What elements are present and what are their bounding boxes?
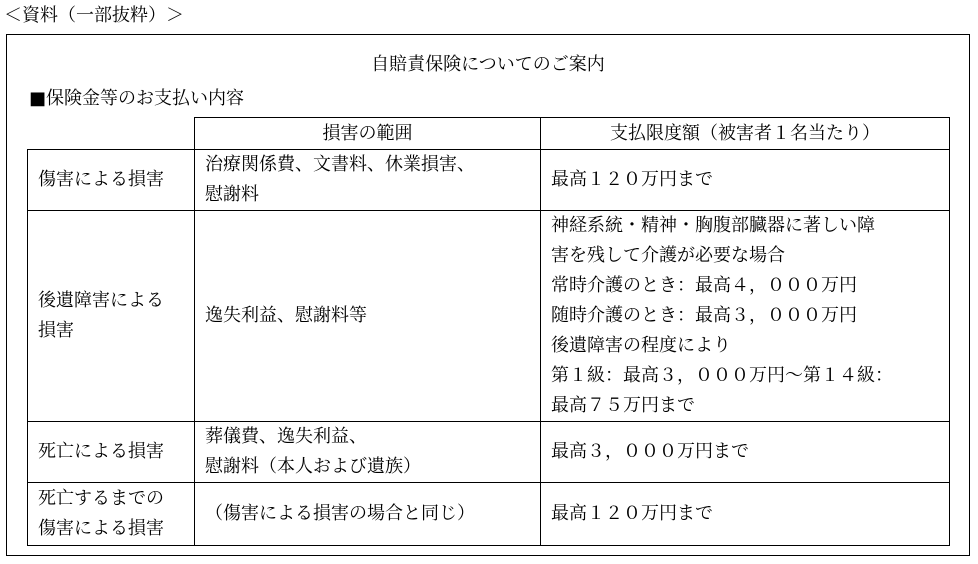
scope-text: 慰謝料 [205, 184, 259, 205]
category-text: 後遺障害による [38, 290, 164, 311]
document-title: 自賠責保険についてのご案内 [371, 54, 605, 75]
benefits-table [27, 117, 950, 546]
header-blank-cell [28, 118, 195, 150]
limit-text: 常時介護のとき：最高４，０００万円 [551, 275, 857, 296]
limit-text: 最高１２０万円まで [551, 169, 713, 190]
limit-text: 最高１２０万円まで [551, 503, 713, 524]
category-cell [28, 422, 195, 483]
category-text: 傷害による損害 [38, 169, 164, 190]
info-box [6, 34, 970, 556]
scope-text: 治療関係費、文書料、休業損害、 [205, 154, 475, 175]
scope-text: 葬儀費、逸失利益、 [205, 426, 367, 447]
category-text: 死亡による損害 [38, 441, 164, 462]
document-caption: ＜資料（一部抜粋）＞ [4, 5, 184, 26]
table-row [28, 483, 950, 546]
scope-text: 慰謝料（本人および遺族） [205, 456, 421, 477]
section-heading: ■保険金等のお支払い内容 [29, 88, 245, 109]
scope-cell [195, 483, 541, 546]
table-row [28, 150, 950, 211]
scope-cell [195, 150, 541, 211]
table-header-row [28, 118, 950, 150]
scope-cell [195, 211, 541, 422]
scope-cell [195, 422, 541, 483]
limit-text: 神経系統・精神・胸腹部臓器に著しい障 [551, 215, 875, 236]
category-text: 損害 [38, 320, 74, 341]
category-cell [28, 211, 195, 422]
limit-text: 第１級：最高３，０００万円～第１４級： [551, 365, 893, 386]
limit-cell [541, 422, 950, 483]
category-text: 傷害による損害 [38, 518, 164, 539]
category-text: 死亡するまでの [38, 488, 164, 509]
header-payment-limit: 支払限度額（被害者１名当たり） [541, 118, 950, 150]
table-row [28, 211, 950, 422]
table-row [28, 422, 950, 483]
limit-text: 後遺障害の程度により [551, 335, 731, 356]
limit-cell [541, 150, 950, 211]
header-damage-scope: 損害の範囲 [195, 118, 541, 150]
limit-text: 最高３，０００万円まで [551, 441, 749, 462]
limit-text: 害を残して介護が必要な場合 [551, 245, 785, 266]
limit-text: 最高７５万円まで [551, 395, 695, 416]
category-cell [28, 150, 195, 211]
scope-text: 逸失利益、慰謝料等 [205, 305, 367, 326]
limit-cell [541, 211, 950, 422]
scope-text: （傷害による損害の場合と同じ） [205, 503, 475, 524]
category-cell [28, 483, 195, 546]
limit-cell [541, 483, 950, 546]
limit-text: 随時介護のとき：最高３，０００万円 [551, 305, 857, 326]
